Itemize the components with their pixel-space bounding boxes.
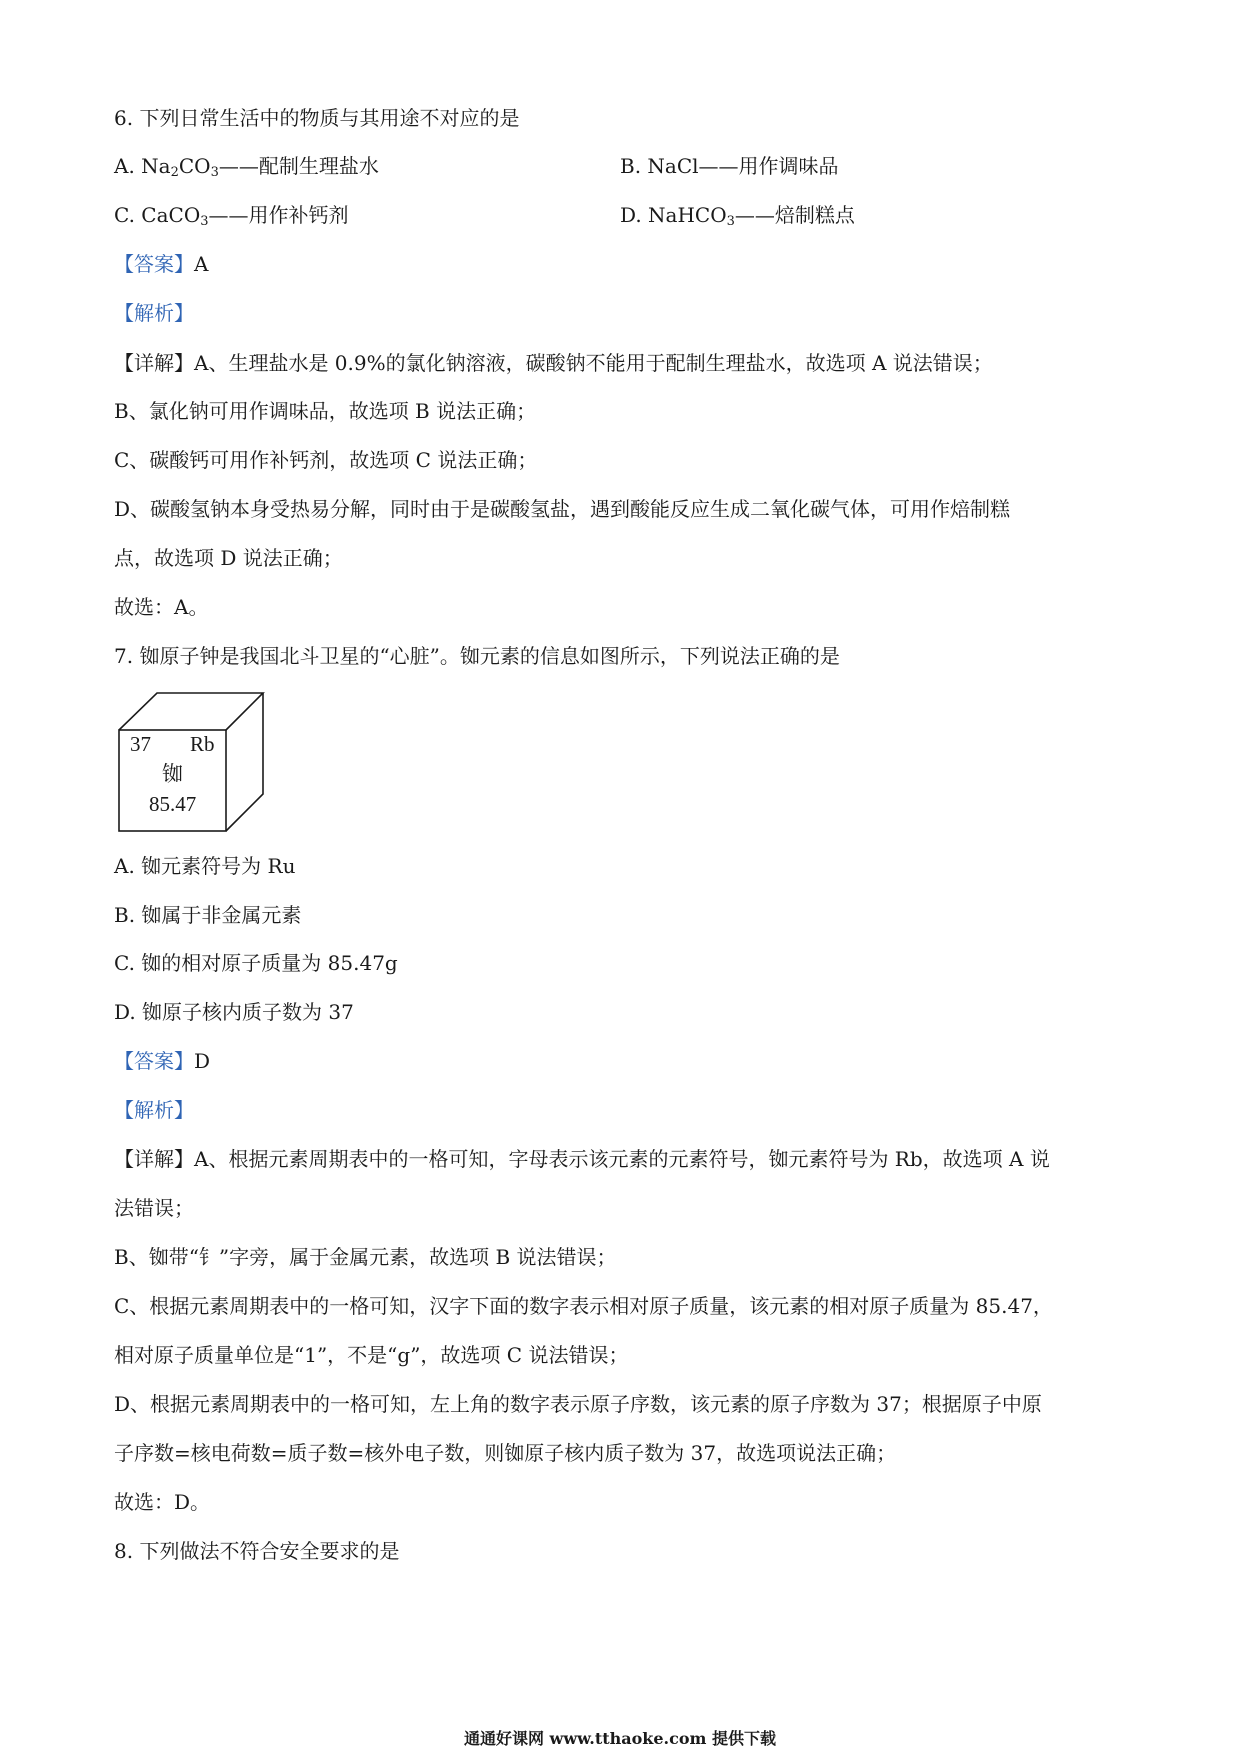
q6-answer: 【答案】A: [114, 252, 209, 276]
question-7-stem: 7. 铷原子钟是我国北斗卫星的“心脏”。铷元素的信息如图所示，下列说法正确的是: [114, 644, 840, 668]
page-footer: 通通好课网 www.tthaoke.com 提供下载: [463, 1729, 777, 1748]
q6-detail-line: 【详解】A、生理盐水是 0.9%的氯化钠溶液，碳酸钠不能用于配制生理盐水，故选项 A 说法错误；: [114, 351, 993, 375]
q7-option-b: B. 铷属于非金属元素: [114, 903, 302, 927]
q7-detail-line: B、铷带“钅”字旁，属于金属元素，故选项 B 说法错误；: [114, 1245, 617, 1269]
answer-tag: 【答案】: [114, 252, 194, 276]
q7-detail-line: 相对原子质量单位是“1”，不是“g”，故选项 C 说法错误；: [114, 1343, 629, 1367]
q6-option-b: B. NaCl——用作调味品: [620, 154, 839, 178]
rubidium-element-cube: [116, 690, 266, 834]
atomic-mass: 85.47: [149, 792, 197, 816]
q7-option-c: C. 铷的相对原子质量为 85.47g: [114, 951, 398, 975]
q7-detail-line: 法错误；: [114, 1196, 194, 1220]
q7-detail-line: 子序数=核电荷数=质子数=核外电子数，则铷原子核内质子数为 37，故选项说法正确；: [114, 1441, 897, 1465]
q7-option-d: D. 铷原子核内质子数为 37: [114, 1000, 354, 1024]
q6-option-c: C. CaCO$_3$——用作补钙剂: [114, 203, 349, 229]
question-8-stem: 8. 下列做法不符合安全要求的是: [114, 1539, 400, 1563]
q6-detail-line: 故选：A。: [114, 595, 209, 619]
q6-option-a: A. $Na_2CO_3——$配制生理盐水: [114, 154, 379, 180]
q6-detail-line: C、碳酸钙可用作补钙剂，故选项 C 说法正确；: [114, 448, 538, 472]
element-name: 铷: [162, 762, 183, 786]
q6-detail-line: 点，故选项 D 说法正确；: [114, 546, 343, 570]
q7-analysis-tag: 【解析】: [114, 1098, 194, 1122]
q7-option-a: A. 铷元素符号为 Ru: [114, 854, 296, 878]
q7-answer: 【答案】D: [114, 1049, 211, 1073]
q6-detail-line: D、碳酸氢钠本身受热易分解，同时由于是碳酸氢盐，遇到酸能反应生成二氧化碳气体，可用作焙制糕: [114, 497, 1011, 521]
q7-detail-line: 【详解】A、根据元素周期表中的一格可知，字母表示该元素的元素符号，铷元素符号为 Rb，故选项 A 说: [114, 1147, 1050, 1171]
q6-option-d: D. NaHCO$_3$——焙制糕点: [620, 203, 855, 229]
element-symbol: Rb: [190, 732, 215, 756]
answer-tag: 【答案】: [114, 1049, 194, 1073]
question-6-stem: 6. 下列日常生活中的物质与其用途不对应的是: [114, 106, 520, 130]
q7-detail-line: D、根据元素周期表中的一格可知，左上角的数字表示原子序数，该元素的原子序数为 37；根据原子中原: [114, 1392, 1042, 1416]
q7-detail-line: C、根据元素周期表中的一格可知，汉字下面的数字表示相对原子质量，该元素的相对原子质量为 85.47，: [114, 1294, 1053, 1318]
atomic-number: 37: [130, 732, 151, 756]
q6-detail-line: B、氯化钠可用作调味品，故选项 B 说法正确；: [114, 399, 537, 423]
q7-detail-line: 故选：D。: [114, 1490, 211, 1514]
q6-analysis-tag: 【解析】: [114, 301, 194, 325]
